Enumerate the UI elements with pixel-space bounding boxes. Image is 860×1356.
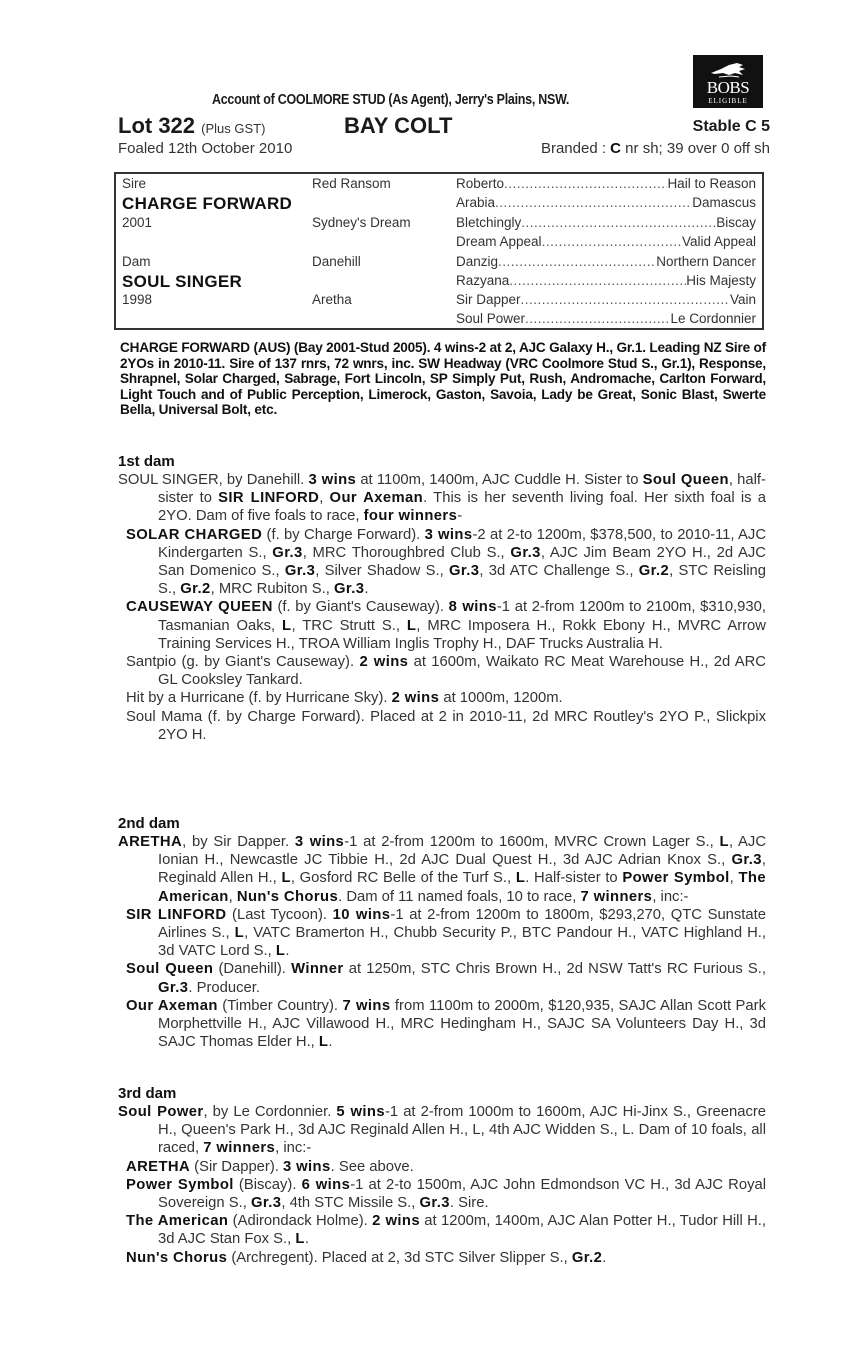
section-heading: 1st dam	[118, 453, 175, 470]
logo-subtitle: ELIGIBLE	[708, 97, 748, 105]
progeny-entry: The American (Adirondack Holme). 2 wins at 1200m, 1400m, AJC Alan Potter H., Tudor Hill H., 3d AJC Stan Fox S., L.	[126, 1213, 766, 1248]
vendor-account: Account of COOLMORE STUD (As Agent), Jerry's Plains, NSW.	[212, 92, 570, 108]
grandparent-row: Danzig ..... Northern Dancer	[456, 254, 756, 269]
progeny-entry: Soul Mama (f. by Charge Forward). Placed at 2 in 2010-11, 2d MRC Routley's 2YO P., Slickpix 2YO H.	[126, 708, 766, 743]
grandparent-row: Razyana ..... His Majesty	[456, 273, 756, 288]
dam-dam: Aretha	[312, 292, 352, 307]
grandparent-row: Arabia ..... Damascus	[456, 195, 756, 210]
third-dam-section	[118, 1085, 766, 1267]
dam-name: SOUL SINGER	[122, 272, 243, 291]
dam-entry: ARETHA, by Sir Dapper. 3 wins-1 at 2-from 1200m to 1600m, MVRC Crown Lager S., L, AJC Ionian H., Newcastle JC Tibbie H., 2d AJC Dual Quest H., 3d AJC Adrian Knox S., Gr.3, Reginald Allen H., L, Gosford RC Belle of the Turf S., L. Half-sister to Power Symbol, The American, Nun's Chorus. Dam of 11 named foals, 10 to race, 7 winners, inc:-	[118, 834, 767, 905]
section-heading: 2nd dam	[118, 815, 180, 832]
progeny-entry: SOLAR CHARGED (f. by Charge Forward). 3 wins-2 at 2-to 1200m, $378,500, to 2010-11, AJC Kindergarten S., Gr.3, MRC Thoroughbred Club S., Gr.3, AJC Jim Beam 2YO H., 2d AJC San Domenico S., Gr.3, Silver Shadow S., Gr.3, 3d ATC Challenge S., Gr.2, STC Reisling S., Gr.2, MRC Rubiton S., Gr.3.	[126, 526, 767, 598]
progeny-entry: Nun's Chorus (Archregent). Placed at 2, 3d STC Silver Slipper S., Gr.2.	[126, 1249, 607, 1266]
horse-description: BAY COLT	[344, 113, 453, 138]
dam-entry: Soul Power, by Le Cordonnier. 5 wins-1 at 2-from 1000m to 1600m, AJC Hi-Jinx S., Greenacre H., Queen's Park H., 3d AJC Reginald Allen H., L, 4th AJC Widden S., L. Dam of 10 foals, all raced, 7 winners, inc:-	[118, 1104, 766, 1157]
progeny-list	[118, 526, 766, 744]
grandparent-row: Soul Power ..... Le Cordonnier	[456, 311, 756, 326]
brand-info: Branded : C nr sh; 39 over 0 off sh	[540, 140, 770, 157]
first-dam-section	[118, 453, 766, 744]
sire-year: 2001	[122, 215, 153, 230]
grandparent-row: Roberto ..... Hail to Reason	[456, 176, 756, 191]
dam-sire: Danehill	[312, 254, 361, 269]
sire-label: Sire	[122, 176, 147, 191]
lot-line	[118, 113, 770, 139]
pedigree-table	[114, 172, 764, 330]
bobs-horse-icon	[709, 61, 749, 79]
dam-entry: SOUL SINGER, by Danehill. 3 wins at 1100m, 1400m, AJC Cuddle H. Sister to Soul Queen, half-sister to SIR LINFORD, Our Axeman. This is her seventh living foal. Her sixth foal is a 2YO. Dam of five foals to race, four winners-	[118, 472, 766, 525]
grandparent-row: Sir Dapper ..... Vain	[456, 292, 756, 307]
sire-name: CHARGE FORWARD	[122, 194, 293, 213]
progeny-entry: CAUSEWAY QUEEN (f. by Giant's Causeway). 8 wins-1 at 2-from 1200m to 2100m, $310,930, Tasmanian Oaks, L, TRC Strutt S., L, MRC Imposera H., Rokk Ebony H., MVRC Arrow Training Services H., TROA William Inglis Trophy H., DAF Trucks Australia H.	[126, 599, 766, 652]
bobs-eligible-logo	[693, 55, 763, 108]
progeny-entry: Santpio (g. by Giant's Causeway). 2 wins at 1600m, Waikato RC Meat Warehouse H., 2d ARC GL Cooksley Tankard.	[126, 654, 766, 689]
sire-summary: CHARGE FORWARD (AUS) (Bay 2001-Stud 2005). 4 wins-2 at 2, AJC Galaxy H., Gr.1. Leading NZ Sire of 2YOs in 2010-11. Sire of 137 rnrs, 72 wnrs, inc. SW Headway (VRC Coolmore Stud S., Gr.1), Response, Shrapnel, Solar Charged, Sabrage, Fort Lincoln, SP Simply Put, Rush, Andromache, Carlton Forward, Light Touch and of Public Perception, Limerock, Gaston, Savoia, Lady be Great, Sonic Blast, Swerte Bella, Universal Bolt, etc.	[120, 340, 766, 418]
progeny-entry: Hit by a Hurricane (f. by Hurricane Sky). 2 wins at 1000m, 1200m.	[126, 690, 563, 707]
brand-mark: C	[610, 140, 622, 157]
lot-number: Lot 322 (Plus GST)	[118, 113, 266, 138]
progeny-entry: ARETHA (Sir Dapper). 3 wins. See above.	[126, 1158, 414, 1175]
second-dam-section	[118, 815, 766, 1051]
lot-note: (Plus GST)	[201, 121, 266, 136]
progeny-list	[118, 1158, 766, 1267]
dam-label: Dam	[122, 254, 151, 269]
logo-title: BOBS	[706, 78, 750, 97]
grandparent-row: Bletchingly ..... Biscay	[456, 215, 756, 230]
foaled-date: Foaled 12th October 2010	[118, 140, 293, 157]
stable-location: Stable C 5	[692, 118, 770, 135]
sire-dam: Sydney's Dream	[312, 215, 411, 230]
section-heading: 3rd dam	[118, 1085, 177, 1102]
progeny-list	[118, 906, 766, 1052]
progeny-entry: Our Axeman (Timber Country). 7 wins from 1100m to 2000m, $120,935, SAJC Allan Scott Park Morphettville H., AJC Villawood H., MRC Hedingham H., SAJC SA Volunteers Day H., 3d SAJC Thomas Elder H., L.	[126, 997, 766, 1051]
progeny-entry: Power Symbol (Biscay). 6 wins-1 at 2-to 1500m, AJC John Edmondson VC H., 3d AJC Royal Sovereign S., Gr.3, 4th STC Missile S., Gr.3. Sire.	[126, 1176, 766, 1212]
dam-year: 1998	[122, 292, 153, 307]
progeny-entry: Soul Queen (Danehill). Winner at 1250m, STC Chris Brown H., 2d NSW Tatt's RC Furious S., Gr.3. Producer.	[126, 961, 767, 996]
grandparent-row: Dream Appeal ..... Valid Appeal	[456, 234, 756, 249]
sire-sire: Red Ransom	[312, 176, 391, 191]
progeny-entry: SIR LINFORD (Last Tycoon). 10 wins-1 at 2-from 1200m to 1800m, $293,270, QTC Sunstate Airlines S., L, VATC Bramerton H., Chubb Security P., BTC Pandour H., VATC Highland H., 3d VATC Lord S., L.	[126, 906, 766, 960]
